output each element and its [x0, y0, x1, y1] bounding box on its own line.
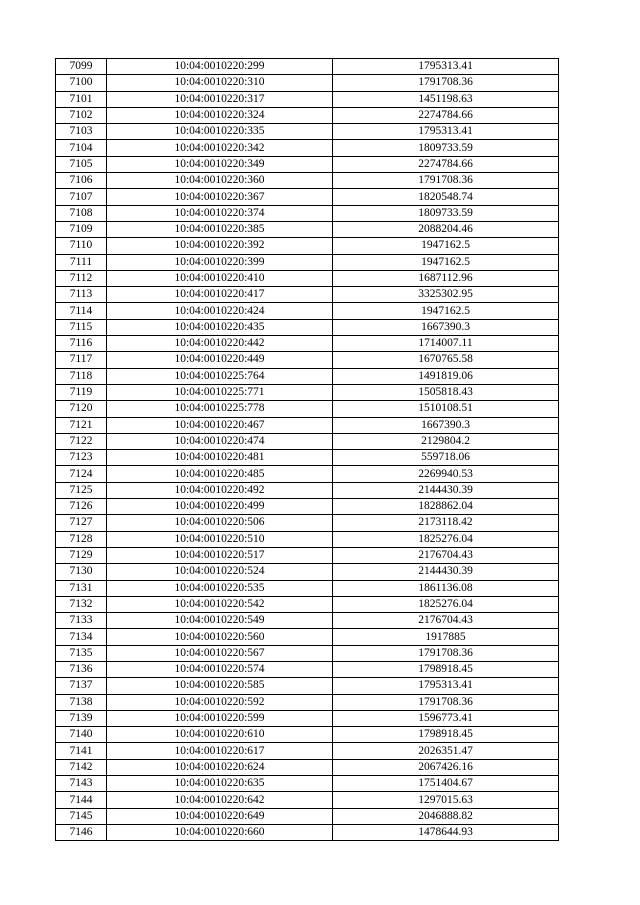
cadastral-number-cell: 10:04:0010220:349 — [107, 156, 333, 172]
cadastral-number-cell: 10:04:0010220:435 — [107, 319, 333, 335]
value-cell: 1297015.63 — [333, 792, 559, 808]
table-row — [56, 91, 559, 107]
table-row — [56, 743, 559, 759]
value-cell: 1798918.45 — [333, 727, 559, 743]
value-cell: 1791708.36 — [333, 75, 559, 91]
table-row — [56, 107, 559, 123]
table-row — [56, 140, 559, 156]
row-number-cell: 7103 — [56, 124, 107, 140]
cadastral-number-cell: 10:04:0010220:517 — [107, 547, 333, 563]
cadastral-number-cell: 10:04:0010220:567 — [107, 645, 333, 661]
row-number-cell: 7112 — [56, 270, 107, 286]
row-number-cell: 7123 — [56, 450, 107, 466]
cadastral-number-cell: 10:04:0010220:485 — [107, 466, 333, 482]
table-row — [56, 808, 559, 824]
value-cell: 2176704.43 — [333, 547, 559, 563]
cadastral-number-cell: 10:04:0010225:771 — [107, 384, 333, 400]
row-number-cell: 7100 — [56, 75, 107, 91]
row-number-cell: 7137 — [56, 678, 107, 694]
row-number-cell: 7124 — [56, 466, 107, 482]
cadastral-number-cell: 10:04:0010220:617 — [107, 743, 333, 759]
row-number-cell: 7102 — [56, 107, 107, 123]
table-row — [56, 678, 559, 694]
value-cell: 1505818.43 — [333, 384, 559, 400]
table-row — [56, 368, 559, 384]
table-row — [56, 221, 559, 237]
value-cell: 1947162.5 — [333, 254, 559, 270]
cadastral-number-cell: 10:04:0010220:385 — [107, 221, 333, 237]
table-row — [56, 303, 559, 319]
cadastral-number-cell: 10:04:0010220:367 — [107, 189, 333, 205]
table-row — [56, 450, 559, 466]
cadastral-number-cell: 10:04:0010220:535 — [107, 580, 333, 596]
row-number-cell: 7115 — [56, 319, 107, 335]
value-cell: 1798918.45 — [333, 661, 559, 677]
cadastral-number-cell: 10:04:0010220:324 — [107, 107, 333, 123]
table-row — [56, 319, 559, 335]
value-cell: 3325302.95 — [333, 287, 559, 303]
value-cell: 1861136.08 — [333, 580, 559, 596]
table-row — [56, 124, 559, 140]
table-row — [56, 482, 559, 498]
row-number-cell: 7136 — [56, 661, 107, 677]
value-cell: 1667390.3 — [333, 417, 559, 433]
value-cell: 2067426.16 — [333, 759, 559, 775]
row-number-cell: 7120 — [56, 401, 107, 417]
value-cell: 1795313.41 — [333, 678, 559, 694]
value-cell: 2026351.47 — [333, 743, 559, 759]
cadastral-number-cell: 10:04:0010220:642 — [107, 792, 333, 808]
table-row — [56, 189, 559, 205]
table-row — [56, 547, 559, 563]
value-cell: 2129804.2 — [333, 433, 559, 449]
cadastral-number-cell: 10:04:0010225:764 — [107, 368, 333, 384]
row-number-cell: 7144 — [56, 792, 107, 808]
row-number-cell: 7138 — [56, 694, 107, 710]
row-number-cell: 7141 — [56, 743, 107, 759]
value-cell: 1667390.3 — [333, 319, 559, 335]
cadastral-number-cell: 10:04:0010220:335 — [107, 124, 333, 140]
cadastral-number-cell: 10:04:0010220:549 — [107, 613, 333, 629]
value-cell: 1670765.58 — [333, 352, 559, 368]
table-body — [56, 59, 559, 841]
row-number-cell: 7143 — [56, 776, 107, 792]
cadastral-number-cell: 10:04:0010220:506 — [107, 515, 333, 531]
cadastral-number-cell: 10:04:0010220:585 — [107, 678, 333, 694]
cadastral-number-cell: 10:04:0010220:510 — [107, 531, 333, 547]
cadastral-number-cell: 10:04:0010220:310 — [107, 75, 333, 91]
row-number-cell: 7122 — [56, 433, 107, 449]
row-number-cell: 7126 — [56, 499, 107, 515]
value-cell: 1825276.04 — [333, 596, 559, 612]
cadastral-number-cell: 10:04:0010220:660 — [107, 824, 333, 840]
value-cell: 2269940.53 — [333, 466, 559, 482]
cadastral-number-cell: 10:04:0010220:410 — [107, 270, 333, 286]
cadastral-number-cell: 10:04:0010220:342 — [107, 140, 333, 156]
value-cell: 2274784.66 — [333, 156, 559, 172]
cadastral-number-cell: 10:04:0010220:392 — [107, 238, 333, 254]
cadastral-number-cell: 10:04:0010220:492 — [107, 482, 333, 498]
table-row — [56, 710, 559, 726]
row-number-cell: 7129 — [56, 547, 107, 563]
value-cell: 1751404.67 — [333, 776, 559, 792]
table-row — [56, 336, 559, 352]
row-number-cell: 7106 — [56, 173, 107, 189]
cadastral-number-cell: 10:04:0010220:635 — [107, 776, 333, 792]
row-number-cell: 7146 — [56, 824, 107, 840]
row-number-cell: 7127 — [56, 515, 107, 531]
table-row — [56, 596, 559, 612]
table-row — [56, 238, 559, 254]
cadastral-number-cell: 10:04:0010225:778 — [107, 401, 333, 417]
table-row — [56, 629, 559, 645]
table-row — [56, 759, 559, 775]
table-row — [56, 792, 559, 808]
value-cell: 2274784.66 — [333, 107, 559, 123]
table-row — [56, 205, 559, 221]
cadastral-number-cell: 10:04:0010220:442 — [107, 336, 333, 352]
value-cell: 1947162.5 — [333, 238, 559, 254]
row-number-cell: 7101 — [56, 91, 107, 107]
value-cell: 2144430.39 — [333, 482, 559, 498]
value-cell: 559718.06 — [333, 450, 559, 466]
row-number-cell: 7125 — [56, 482, 107, 498]
row-number-cell: 7099 — [56, 59, 107, 75]
table-row — [56, 254, 559, 270]
row-number-cell: 7139 — [56, 710, 107, 726]
row-number-cell: 7134 — [56, 629, 107, 645]
cadastral-number-cell: 10:04:0010220:467 — [107, 417, 333, 433]
cadastral-number-cell: 10:04:0010220:317 — [107, 91, 333, 107]
row-number-cell: 7107 — [56, 189, 107, 205]
table-row — [56, 270, 559, 286]
value-cell: 1791708.36 — [333, 645, 559, 661]
table-row — [56, 417, 559, 433]
cadastral-number-cell: 10:04:0010220:299 — [107, 59, 333, 75]
table-row — [56, 352, 559, 368]
value-cell: 1795313.41 — [333, 59, 559, 75]
table-row — [56, 613, 559, 629]
table-row — [56, 499, 559, 515]
value-cell: 1828862.04 — [333, 499, 559, 515]
row-number-cell: 7140 — [56, 727, 107, 743]
value-cell: 1478644.93 — [333, 824, 559, 840]
row-number-cell: 7114 — [56, 303, 107, 319]
row-number-cell: 7105 — [56, 156, 107, 172]
cadastral-number-cell: 10:04:0010220:599 — [107, 710, 333, 726]
table-row — [56, 433, 559, 449]
table-row — [56, 727, 559, 743]
row-number-cell: 7116 — [56, 336, 107, 352]
row-number-cell: 7118 — [56, 368, 107, 384]
cadastral-number-cell: 10:04:0010220:499 — [107, 499, 333, 515]
data-table — [55, 58, 559, 841]
value-cell: 1917885 — [333, 629, 559, 645]
table-row — [56, 515, 559, 531]
value-cell: 2088204.46 — [333, 221, 559, 237]
value-cell: 1825276.04 — [333, 531, 559, 547]
value-cell: 1491819.06 — [333, 368, 559, 384]
value-cell: 1596773.41 — [333, 710, 559, 726]
row-number-cell: 7142 — [56, 759, 107, 775]
value-cell: 2176704.43 — [333, 613, 559, 629]
cadastral-number-cell: 10:04:0010220:474 — [107, 433, 333, 449]
cadastral-number-cell: 10:04:0010220:592 — [107, 694, 333, 710]
value-cell: 1809733.59 — [333, 140, 559, 156]
value-cell: 1820548.74 — [333, 189, 559, 205]
value-cell: 1791708.36 — [333, 694, 559, 710]
table-row — [56, 694, 559, 710]
cadastral-number-cell: 10:04:0010220:574 — [107, 661, 333, 677]
value-cell: 2046888.82 — [333, 808, 559, 824]
value-cell: 1687112.96 — [333, 270, 559, 286]
table-row — [56, 287, 559, 303]
cadastral-number-cell: 10:04:0010220:449 — [107, 352, 333, 368]
cadastral-number-cell: 10:04:0010220:624 — [107, 759, 333, 775]
cadastral-number-cell: 10:04:0010220:374 — [107, 205, 333, 221]
cadastral-number-cell: 10:04:0010220:542 — [107, 596, 333, 612]
table-row — [56, 466, 559, 482]
table-row — [56, 75, 559, 91]
row-number-cell: 7128 — [56, 531, 107, 547]
row-number-cell: 7111 — [56, 254, 107, 270]
row-number-cell: 7104 — [56, 140, 107, 156]
cadastral-number-cell: 10:04:0010220:360 — [107, 173, 333, 189]
row-number-cell: 7108 — [56, 205, 107, 221]
value-cell: 1714007.11 — [333, 336, 559, 352]
table-row — [56, 564, 559, 580]
row-number-cell: 7110 — [56, 238, 107, 254]
row-number-cell: 7133 — [56, 613, 107, 629]
table-row — [56, 824, 559, 840]
cadastral-number-cell: 10:04:0010220:481 — [107, 450, 333, 466]
cadastral-number-cell: 10:04:0010220:524 — [107, 564, 333, 580]
value-cell: 1510108.51 — [333, 401, 559, 417]
value-cell: 1809733.59 — [333, 205, 559, 221]
row-number-cell: 7119 — [56, 384, 107, 400]
row-number-cell: 7117 — [56, 352, 107, 368]
row-number-cell: 7130 — [56, 564, 107, 580]
row-number-cell: 7131 — [56, 580, 107, 596]
row-number-cell: 7113 — [56, 287, 107, 303]
row-number-cell: 7135 — [56, 645, 107, 661]
row-number-cell: 7145 — [56, 808, 107, 824]
row-number-cell: 7132 — [56, 596, 107, 612]
value-cell: 1947162.5 — [333, 303, 559, 319]
table-row — [56, 531, 559, 547]
value-cell: 1451198.63 — [333, 91, 559, 107]
value-cell: 1791708.36 — [333, 173, 559, 189]
table-row — [56, 156, 559, 172]
value-cell: 1795313.41 — [333, 124, 559, 140]
table-row — [56, 580, 559, 596]
row-number-cell: 7121 — [56, 417, 107, 433]
value-cell: 2173118.42 — [333, 515, 559, 531]
cadastral-number-cell: 10:04:0010220:424 — [107, 303, 333, 319]
row-number-cell: 7109 — [56, 221, 107, 237]
table-row — [56, 384, 559, 400]
cadastral-number-cell: 10:04:0010220:649 — [107, 808, 333, 824]
table-row — [56, 59, 559, 75]
table-row — [56, 645, 559, 661]
table-row — [56, 401, 559, 417]
table-row — [56, 776, 559, 792]
cadastral-number-cell: 10:04:0010220:610 — [107, 727, 333, 743]
cadastral-number-cell: 10:04:0010220:399 — [107, 254, 333, 270]
cadastral-number-cell: 10:04:0010220:560 — [107, 629, 333, 645]
table-row — [56, 661, 559, 677]
table-row — [56, 173, 559, 189]
value-cell: 2144430.39 — [333, 564, 559, 580]
cadastral-number-cell: 10:04:0010220:417 — [107, 287, 333, 303]
